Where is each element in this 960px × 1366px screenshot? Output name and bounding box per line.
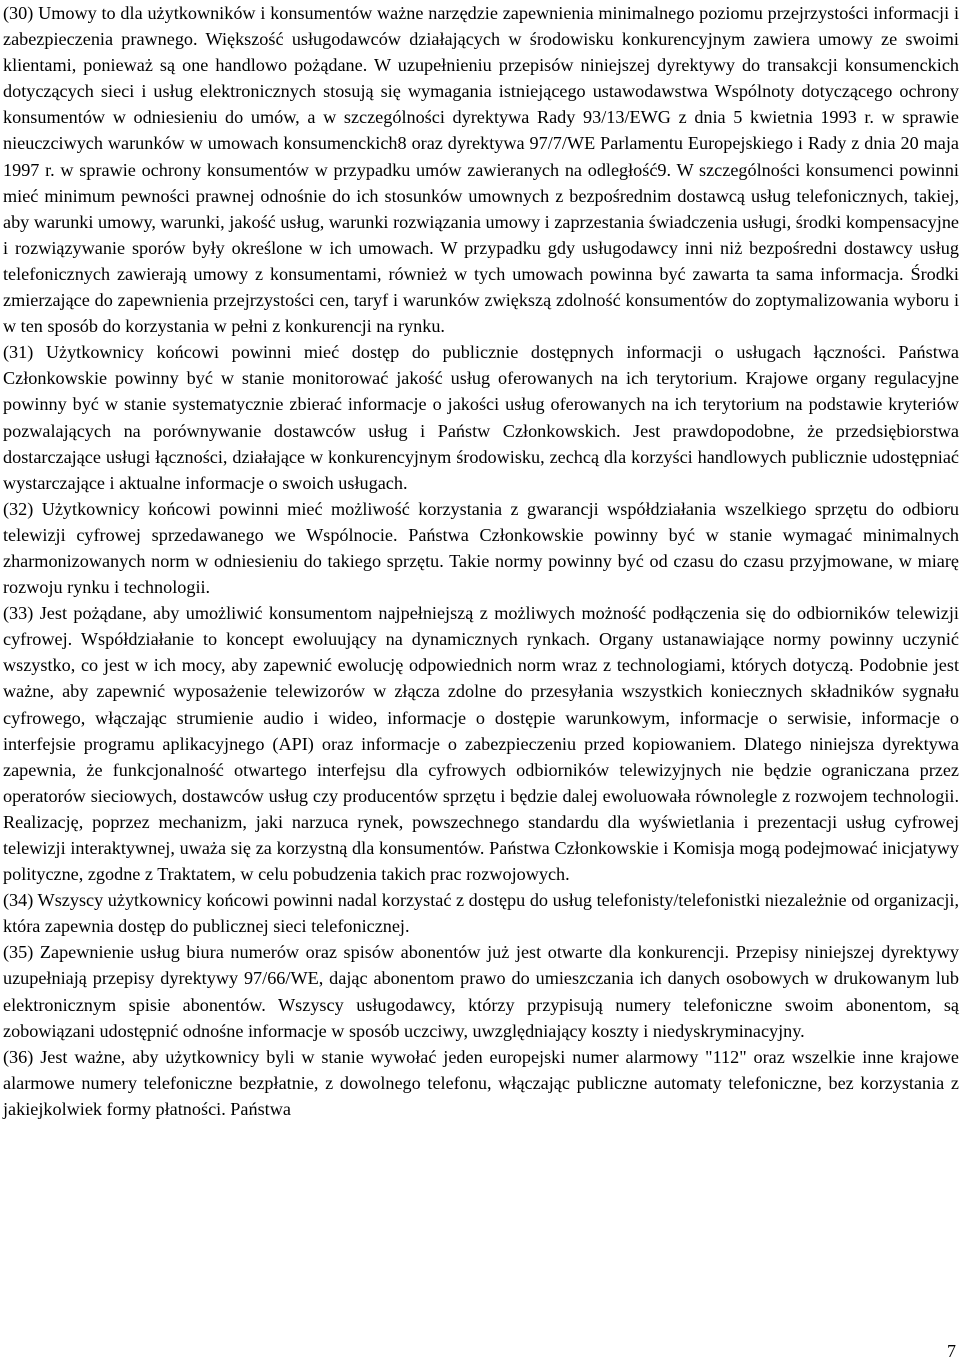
paragraph-32: (32) Użytkownicy końcowi powinni mieć możliwość korzystania z gwarancji współdziałania wszelkiego sprzętu do odbioru telewizji cyfrowej sprzedawanego we Wspólnocie. Państwa Członkowskie powinny być w stanie wymagać minimalnych zharmonizowanych norm w odniesieniu do takiego sprzętu. Takie normy powinny być od czasu do czasu przyjmowane, w miarę rozwoju rynku i technologii. [3,498,959,598]
page-number: 7 [947,1341,956,1361]
paragraph-36: (36) Jest ważne, aby użytkownicy byli w stanie wywołać jeden europejski numer alarmowy "112" oraz wszelkie inne krajowe alarmowe numery telefoniczne bezpłatnie, z dowolnego telefonu, włączając publiczne automaty telefoniczne, bez korzystania z jakiejkolwiek formy płatności. Państwa [3,1046,959,1119]
paragraph-35: (35) Zapewnienie usług biura numerów oraz spisów abonentów już jest otwarte dla konkurencji. Przepisy niniejszej dyrektywy uzupełniają przepisy dyrektywy 97/66/WE, dając abonentom prawo do umieszczania ich danych osobowych w drukowanym lub elektronicznym spisie abonentów. Wszyscy usługodawcy, którzy przypisują numery telefoniczne swoim abonentom, są zobowiązani udostępnić odnośne informacje w sposób uczciwy, uwzględniający koszty i niedyskryminacyjny. [3,942,959,1041]
paragraph-34: (34) Wszyscy użytkownicy końcowi powinni nadal korzystać z dostępu do usług telefonisty/telefonistki niezależnie od organizacji, która zapewnia dostęp do publicznej sieci telefonicznej. [3,890,959,937]
paragraph-33: (33) Jest pożądane, aby umożliwić konsumentom najpełniejszą z możliwych możność podłączenia się do odbiorników telewizji cyfrowej. Współdziałanie to koncept ewoluujący na dynamicznych rynkach. Organy ustanawiające normy powinny uczynić wszystko, co jest w ich mocy, aby zapewnić ewolucję odpowiednich norm wraz z technologiami, których dotyczą. Podobnie jest ważne, aby zapewnić wyposażenie telewizorów w złącza zdolne do przesyłania wszystkich koniecznych składników sygnału cyfrowego, włączając strumienie audio i wideo, informacje o dostępie warunkowym, informacje o serwisie, informacje o interfejsie programu aplikacyjnego (API) oraz informacje o zabezpieczeniu przed kopiowaniem. Dlatego niniejsza dyrektywa zapewnia, że funkcjonalność otwartego interfejsu dla cyfrowych odbiorników telewizyjnych nie będzie ograniczana przez operatorów sieciowych, dostawców usług czy producentów sprzętu i będzie dalej ewoluowała równolegle z rozwojem technologii. Realizację, poprzez mechanizm, jaki narzuca rynek, powszechnego standardu dla wyświetlania i prezentacji usług cyfrowej telewizji interaktywnej, uważa się za korzystną dla konsumentów. Państwa Członkowskie i Komisja mogą podejmować inicjatywy polityczne, zgodne z Traktatem, w celu pobudzenia takich prac rozwojowych. [3,603,959,885]
paragraph-30: (30) Umowy to dla użytkowników i konsumentów ważne narzędzie zapewnienia minimalnego poziomu przejrzystości informacji i zabezpieczenia prawnego. Większość usługodawców działających w środowisku konkurencyjnym zawiera umowy ze swoimi klientami, ponieważ są one handlowo pożądane. W uzupełnieniu przepisów niniejszej dyrektywy do transakcji konsumenckich dotyczących sieci i usług elektronicznych stosują się wymagania istniejącego ustawodawstwa Wspólnoty dotyczącego ochrony konsumentów w odniesieniu do umów, a w szczególności dyrektywa Rady 93/13/EWG z dnia 5 kwietnia 1993 r. w sprawie nieuczciwych warunków w umowach konsumenckich8 oraz dyrektywa 97/7/WE Parlamentu Europejskiego i Rady z dnia 20 maja 1997 r. w sprawie ochrony konsumentów w przypadku umów zawieranych na odległość9. W szczególności konsumenci powinni mieć minimum pewności prawnej odnośnie do ich stosunków umownych z bezpośrednim dostawcą usług telefonicznych, takiej, aby warunki umowy, warunki, jakość usług, warunki rozwiązania umowy i zaprzestania świadczenia usługi, środki kompensacyjne i rozwiązywanie sporów były określone w ich umowach. W przypadku gdy usługodawcy inni niż bezpośredni dostawcy usług telefonicznych zawierają umowy z konsumentami, również w tych umowach powinna być zawarta ta sama informacja. Środki zmierzające do zapewnienia przejrzystości cen, taryf i warunków zwiększą zdolność konsumentów do zoptymalizowania wyboru i w ten sposób do korzystania w pełni z konkurencji na rynku. [3,3,959,337]
paragraph-31: (31) Użytkownicy końcowi powinni mieć dostęp do publicznie dostępnych informacji o usługach łączności. Państwa Członkowskie powinny być w stanie monitorować jakość usług oferowanych na ich terytorium. Krajowe organy regulacyjne powinny być w stanie systematycznie zbierać informacje o jakości usług oferowanych na ich terytorium na podstawie kryteriów pozwalających na porównywanie dostawców usług i Państw Członkowskich. Jest prawdopodobne, że przedsiębiorstwa dostarczające usługi łączności, działające w konkurencyjnym środowisku, zechcą dla korzyści handlowych publicznie udostępniać wystarczające i aktualne informacje o swoich usługach. [3,342,959,493]
document-page [3,0,959,1122]
